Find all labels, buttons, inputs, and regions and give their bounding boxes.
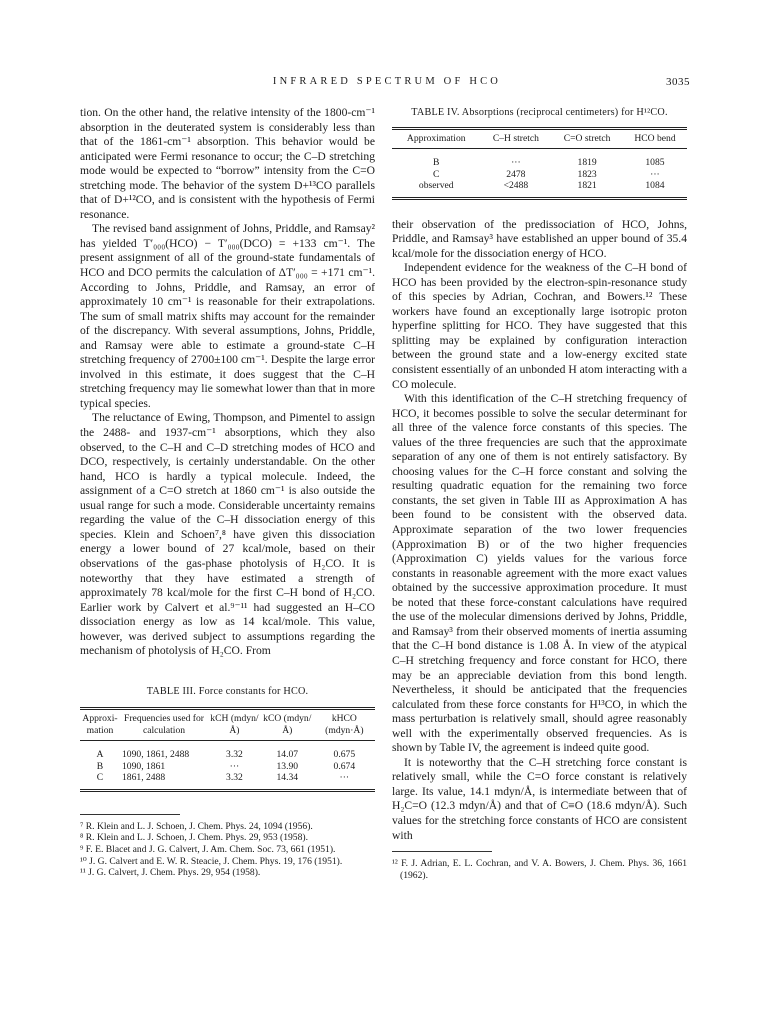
footnote-rule bbox=[80, 814, 180, 815]
footnote: ⁸ R. Klein and L. J. Schoen, J. Chem. Phys. 29, 953 (1958). bbox=[80, 832, 308, 844]
paragraph: With this identification of the C–H stretching frequency of HCO, it becomes possible to solve the secular determinant for all three of the valence force constants of this species. The values of the three frequencies are such that the approximate separation of any one of them is not entirely satisfactory. By choosing values for the C–H force constant and solving the resulting quadratic equation for the remaining two force constants, the set given in Table III as Approximation A has been found to be consistent with the observed data. Approximate separation of the two lower frequencies (Approximation B) or of the two higher frequencies (Approximation C) yields values for the various force constants in reasonable agreement with the more exact values obtained by the successive approximation procedure. It must be noted that these force-constant calculations have required the use of the molecular dimensions derived by Johns, Priddle, and Ramsay³ from their observed moments of inertia assuming that the C–H bond distance is 1.08 Å. In view of the atypical C–H stretching frequency and force constant for HCO, there may be an appreciable deviation from this bond length. Nevertheless, it should be anticipated that the frequencies calculated from these force constants for H¹³CO, in which the mass perturbation is relatively small, should agree reasonably well with the experimentally observed frequencies. As is shown by Table IV, the agreement is indeed quite good. bbox=[392, 392, 687, 755]
footnote: ⁹ F. E. Blacet and J. G. Calvert, J. Am. Chem. Soc. 73, 661 (1951). bbox=[80, 844, 336, 856]
table-cell: C bbox=[80, 772, 120, 790]
table-cell: ··· bbox=[511, 157, 521, 169]
table-cell: 2478 bbox=[506, 168, 526, 180]
table4 bbox=[392, 127, 687, 200]
left-column bbox=[80, 106, 375, 879]
table-cell: ··· bbox=[229, 760, 240, 772]
footnotes-right bbox=[392, 858, 687, 881]
table-cell: A bbox=[96, 749, 104, 761]
table4-caption: TABLE IV. Absorptions (reciprocal centimeters) for H¹²CO. bbox=[411, 107, 668, 118]
table-cell: 1090, 1861 bbox=[122, 760, 166, 772]
table-header-cell: kHCO (mdyn·Å) bbox=[314, 709, 375, 741]
table-cell: 3.32 bbox=[208, 772, 261, 790]
table-cell: 1085 bbox=[645, 157, 665, 169]
table-cell: B bbox=[433, 157, 440, 169]
page-number: 3035 bbox=[666, 76, 690, 88]
table-header-cell: HCO bend bbox=[623, 128, 687, 149]
table-cell: observed bbox=[392, 180, 480, 198]
table-cell: 1823 bbox=[577, 168, 597, 180]
footnote: ¹⁰ J. G. Calvert and E. W. R. Steacie, J. Chem. Phys. 19, 176 (1951). bbox=[80, 855, 343, 867]
running-title: INFRARED SPECTRUM OF HCO bbox=[272, 76, 502, 87]
table-header-cell: Approximation bbox=[392, 128, 480, 149]
table-row bbox=[392, 149, 687, 169]
right-column bbox=[392, 106, 687, 881]
footnotes-left bbox=[80, 821, 375, 879]
footnote-rule bbox=[392, 851, 492, 852]
table-cell: 1819 bbox=[577, 157, 597, 169]
table-cell: <2488 bbox=[480, 180, 551, 198]
table-cell: 1090, 1861, 2488 bbox=[122, 749, 190, 761]
table-cell: 0.674 bbox=[333, 760, 356, 772]
table-cell: 13.90 bbox=[276, 760, 299, 772]
paragraph: The reluctance of Ewing, Thompson, and Pimentel to assign the 2488- and 1937-cm⁻¹ absorptions, which they also observed, to the C–H and C–D stretching modes of HCO and DCO, respectively, is certainly understandable. On the other hand, HCO is hardly a typical molecule. Indeed, the assignment of a C=O stretch at 1860 cm⁻¹ is also outside the usual range for such a mode. Considerable uncertainty remains regarding the value of the C–H dissociation energy of this species. Klein and Schoen⁷,⁸ have given this dissociation energy a lower bound of 27 kcal/mole, based on their observations of the gas-phase photolysis of H₂CO. It is noteworthy that they have estimated a strength of approximately 78 kcal/mole for the first C–H bond of H₂CO. Earlier work by Calvert et al.⁹⁻¹¹ had suggested an H–CO dissociation energy as low as 14 kcal/mole. This value, however, was derived subject to assumptions regarding the mechanism of photolysis of H₂CO. From bbox=[80, 411, 375, 658]
paragraph: tion. On the other hand, the relative intensity of the 1800-cm⁻¹ absorption in the deuterated system is considerably less than that of the 1861-cm⁻¹ absorption. This behavior would be anticipated were Fermi resonance to occur; the C–D stretching mode would be expected to “borrow” intensity from the C=O stretching mode. The behavior of the system D+¹³CO parallels that of D+¹²CO, and is consistent with the hypothesis of Fermi resonance. bbox=[80, 106, 375, 221]
table-row bbox=[80, 772, 375, 790]
table-header-cell: kCO (mdyn/Å) bbox=[261, 709, 314, 741]
paragraph: their observation of the predissociation of HCO, Johns, Priddle, and Ramsay³ have established an upper bound of 35.4 kcal/mole for the dissociation energy of HCO. bbox=[392, 217, 687, 260]
table-cell: B bbox=[96, 760, 104, 772]
table-cell: 1821 bbox=[551, 180, 623, 198]
table-cell: 14.34 bbox=[261, 772, 314, 790]
table-row bbox=[80, 761, 375, 773]
table-cell: 0.675 bbox=[333, 749, 356, 761]
table-header-cell: kCH (mdyn/Å) bbox=[208, 709, 261, 741]
table-cell: ··· bbox=[314, 772, 375, 790]
table-cell: 3.32 bbox=[226, 749, 243, 761]
table3-caption: TABLE III. Force constants for HCO. bbox=[146, 685, 309, 697]
table-header-cell: Frequencies used for calculation bbox=[120, 709, 208, 741]
table-cell: 1861, 2488 bbox=[120, 772, 208, 790]
table-header-cell: Approxi-mation bbox=[80, 709, 120, 741]
table-cell: 14.07 bbox=[276, 749, 299, 761]
table-header-cell: C=O stretch bbox=[551, 128, 623, 149]
footnote: ¹¹ J. G. Calvert, J. Chem. Phys. 29, 954 (1958). bbox=[80, 867, 261, 879]
table-row bbox=[80, 741, 375, 761]
table-cell: ··· bbox=[650, 168, 660, 180]
table-cell: C bbox=[433, 168, 440, 180]
running-header bbox=[84, 76, 690, 92]
table3 bbox=[80, 707, 375, 792]
table-cell: 1084 bbox=[623, 180, 687, 198]
table-row bbox=[392, 169, 687, 181]
paragraph: The revised band assignment of Johns, Priddle, and Ramsay² has yielded T′₀₀₀(HCO) − T′₀₀₀(DCO) = +133 cm⁻¹. The present assignment of all of the ground-state fundamentals of HCO and DCO permits the calculation of ΔT′₀₀₀ = +171 cm⁻¹. According to Johns, Priddle, and Ramsay, an error of approximately 10 cm⁻¹ is reasonable for their extrapolations. The sum of small matrix shifts may account for the remainder of the discrepancy. With several assumptions, Johns, Priddle, and Ramsay were able to estimate a ground-state C–H stretching frequency of 2700±100 cm⁻¹. Despite the large error involved in this estimate, it does suggest that the C–H stretching frequency may lie somewhat lower than that in more typical species. bbox=[80, 222, 375, 410]
table-row bbox=[392, 180, 687, 198]
paragraph: It is noteworthy that the C–H stretching force constant is relatively small, while the C=O force constant is relatively large. Its value, 14.1 mdyn/Å, is intermediate between that of H₂C=O (12.3 mdyn/Å) and that of C≡O (18.6 mdyn/Å). Such values for the stretching force constants of HCO are consistent with bbox=[392, 755, 687, 842]
paragraph: Independent evidence for the weakness of the C–H bond of HCO has been provided by the electron-spin-resonance study of this species by Adrian, Cochran, and Bowers.¹² These workers have found an exceptionally large isotropic proton hyperfine splitting for HCO. They have suggested that this splitting may be explained by configuration interaction between the ground state and a low-energy excited state consistent essentially of an unbonded H atom interacting with a CO molecule. bbox=[392, 261, 687, 391]
footnote: ⁷ R. Klein and L. J. Schoen, J. Chem. Phys. 24, 1094 (1956). bbox=[80, 820, 313, 832]
footnote: ¹² F. J. Adrian, E. L. Cochran, and V. A. Bowers, J. Chem. Phys. 36, 1661 (1962). bbox=[392, 858, 687, 881]
table-header-cell: C–H stretch bbox=[480, 128, 551, 149]
